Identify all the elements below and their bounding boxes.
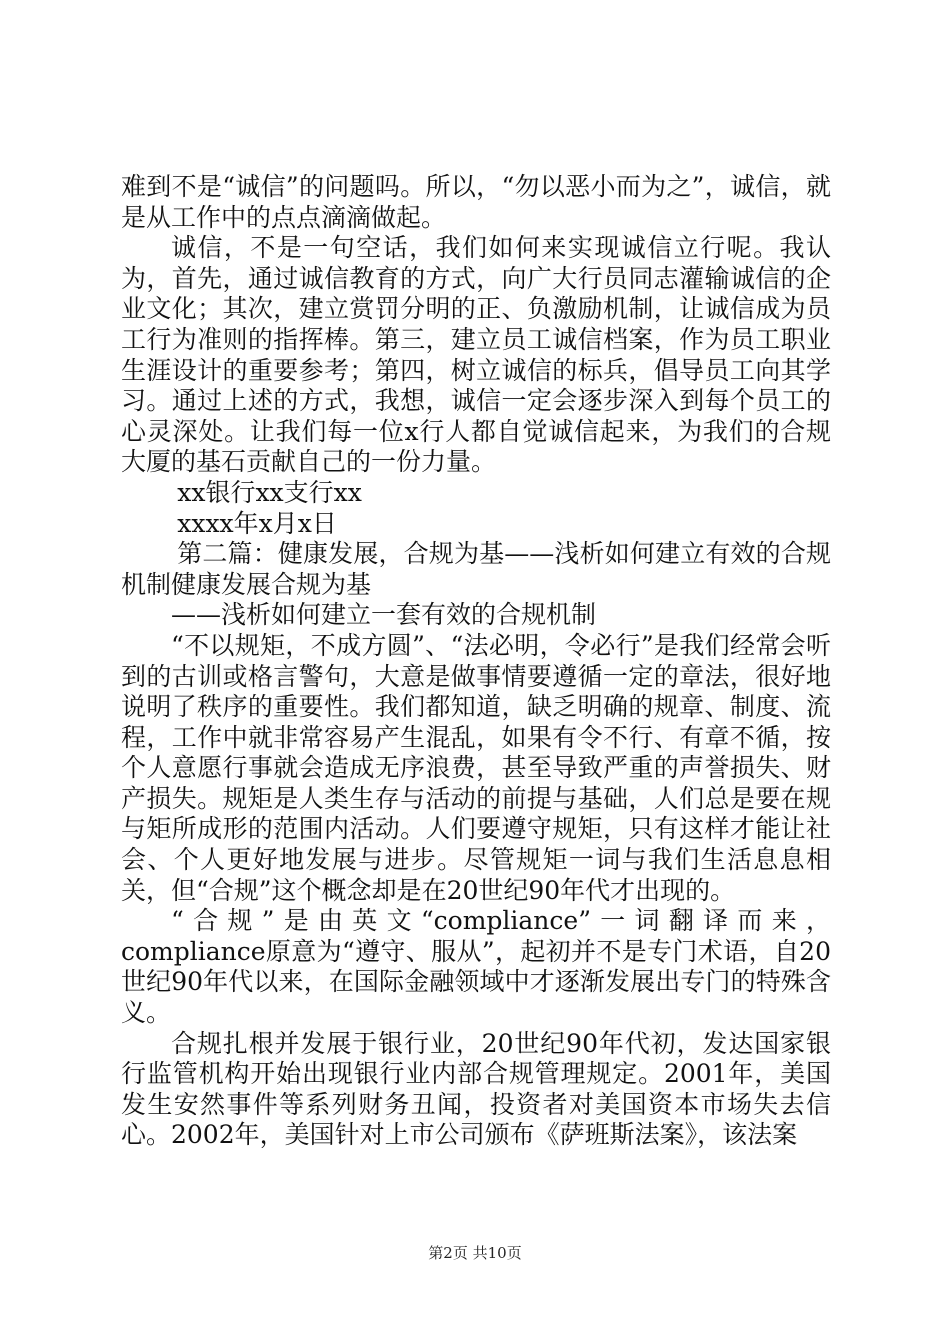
paragraph-integrity-measures: 诚信，不是一句空话，我们如何来实现诚信立行呢。我认为，首先，通过诚信教育的方式，向广大行员同志灌输诚信的企业文化；其次，建立赏罚分明的正、负激励机制，让诚信成为员工行为准则的指挥棒。第三，建立员工诚信档案，作为员工职业生涯设计的重要参考；第四，树立诚信的标兵，倡导员工向其学习。通过上述的方式，我想，诚信一定会逐步深入到每个员工的心灵深处。让我们每一位x行人都自觉诚信起来，为我们的合规大厦的基石贡献自己的一份力量。 <box>121 233 831 477</box>
chapter-two-subtitle: ——浅析如何建立一套有效的合规机制 <box>171 600 597 630</box>
document-body <box>121 172 831 1151</box>
paragraph-compliance-origin: “合规”是由英文“compliance”一词翻译而来，compliance原意为“遵守、服从”，起初并不是专门术语，自20世纪90年代以来，在国际金融领域中才逐渐发展出专门的特殊含义。 <box>121 906 831 1028</box>
signature-author: xx银行xx支行xx <box>177 477 362 507</box>
signature-date: xxxx年x月x日 <box>177 508 337 538</box>
paragraph-compliance-history: 合规扎根并发展于银行业，20世纪90年代初，发达国家银行监管机构开始出现银行业内部合规管理规定。2001年，美国发生安然事件等系列财务丑闻，投资者对美国资本市场失去信心。2002年，美国针对上市公司颁布《萨班斯法案》，该法案 <box>121 1028 831 1150</box>
paragraph-rules-importance: “不以规矩，不成方圆”、“法必明，令必行”是我们经常会听到的古训或格言警句，大意是做事情要遵循一定的章法，很好地说明了秩序的重要性。我们都知道，缺乏明确的规章、制度、流程，工作中就非常容易产生混乱，如果有令不行、有章不循，按个人意愿行事就会造成无序浪费，甚至导致严重的声誉损失、财产损失。规矩是人类生存与活动的前提与基础，人们总是要在规与矩所成形的范围内活动。人们要遵守规矩，只有这样才能让社会、个人更好地发展与进步。尽管规矩一词与我们生活息息相关，但“合规”这个概念却是在20世纪90年代才出现的。 <box>121 630 831 905</box>
page-footer: 第2页 共10页 <box>428 1244 522 1262</box>
paragraph-integrity-conclusion: 难到不是“诚信”的问题吗。所以，“勿以恶小而为之”，诚信，就是从工作中的点点滴滴做起。 <box>121 172 831 232</box>
chapter-two-title: 第二篇：健康发展，合规为基——浅析如何建立有效的合规机制健康发展合规为基 <box>121 539 831 599</box>
